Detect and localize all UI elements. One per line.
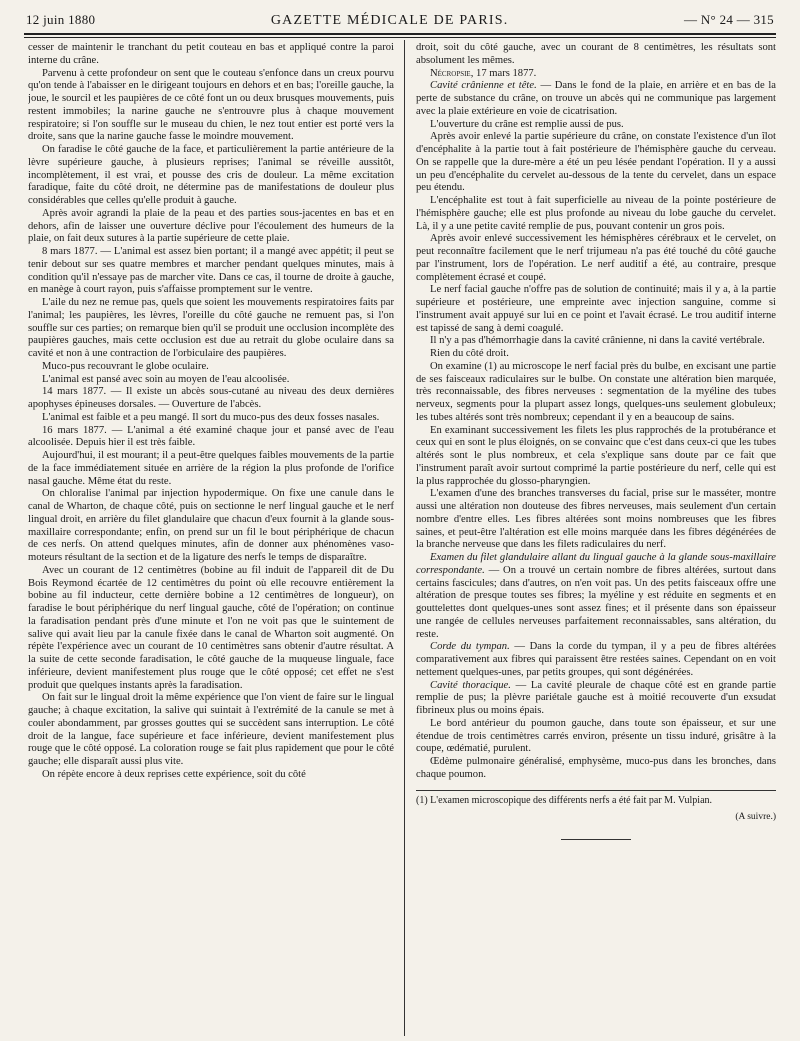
paragraph [416,335,776,348]
paragraph-text: — On a trouvé un certain nombre de fibres altérées, surtout dans certains fascicules; dans d'autres, on n'en voit pas. Un des petits faisceaux offre une altération de presque toutes ses fibres; la myéline y est réduite en segments et en gouttelettes dont quelques-unes sont assez fines; et il présente dans son épaisseur une rangée de cellules nerveuses parfaitement reconnaissables, sans altération, du reste. [416,564,776,640]
paragraph [416,42,776,68]
paragraph-text: On fait sur le lingual droit la même expérience que l'on vient de faire sur le lingual gauche; à chaque excitation, la salive qui suintait à l'extrémité de la canule se met à couler abondamment, par grosses gouttes qui se succèdent sans interruption. Le côté droit de la langue, face supérieure et face inférieure, devient manifestement plus rouge que le côté opposé. La coloration rouge se fait plus rapidement que pour le côté gauche; elle disparaît aussi plus vite. [28,692,394,767]
paragraph [416,425,776,489]
right-column [416,42,776,1032]
paragraph [416,641,776,679]
column-divider [404,40,405,1036]
paragraph-text: — Dans le fond de la plaie, en arrière et en bas de la perte de substance du crâne, on trouve un abcès qui ne communique pas largement avec la plaie extérieure en voie de cicatrisation. [416,80,776,117]
paragraph [416,195,776,233]
paragraph-text: 16 mars 1877. — L'animal a été examiné chaque jour et pansé avec de l'eau alcoolisée. Depuis hier il est très faible. [28,424,394,449]
paragraph-text: L'animal est faible et a peu mangé. Il sort du muco-pus des deux fosses nasales. [42,411,380,423]
right-column-text [416,42,776,782]
paragraph [28,769,394,782]
paragraph [416,756,776,782]
end-rule [561,839,631,840]
paragraph-text: , 17 mars 1877. [470,67,537,79]
paragraph [416,680,776,718]
paragraph [28,425,394,451]
paragraph-text: L'aile du nez ne remue pas, quels que soient les mouvements respiratoires faits par l'animal; les paupières, les lèvres, l'oreille du côté gauche ne remuent pas, si l'on souffle sur ces parties; on remarque bien qu'il se produit une occlusion incomplète des paupières gauches, mais cette occlusion est due au retrait du globe oculaire dans sa cavité et non à une contraction de l'orbiculaire des paupières. [28,297,394,359]
paragraph-text: On répète encore à deux reprises cette expérience, soit du côté [42,768,306,780]
paragraph-text: Parvenu à cette profondeur on sent que le couteau s'enfonce dans un creux pourvu qu'on tende à l'abaisser en le dirigeant toujours en dehors et en bas; l'oreille gauche, la joue, le sourcil et les paupières de ce côté font un ou deux brusques mouvements, puis restent immobiles; la narine gauche ne s'entrouvre plus à chaque mouvement respiratoire; si l'on souffle sur le museau du chien, le nez tout entier est porté vers la droite, sans que la narine gauche fasse le moindre mouvement. [28,67,394,143]
to-be-continued: (A suivre.) [735,811,776,822]
paragraph-text: 8 mars 1877. — L'animal est assez bien portant; il a mangé avec appétit; il peut se tenir debout sur ses quatre membres et marcher pendant quelques minutes, mais à condition qu'il n'essaye pas de marcher vite. Dans ce cas, il tourne de droite à gauche, en manège à court rayon, puis s'affaisse promptement sur le ventre. [28,246,394,296]
paragraph [28,361,394,374]
paragraph-text: On examine (1) au microscope le nerf facial près du bulbe, en excisant une partie de ses faisceaux radiculaires sur le bulbe. On constate une altération bien marquée, très reconnaissable, des fibres nerveuses : segmentation de la myéline des tubes nerveux, segments pour la plupart assez longs, quelques-uns seulement globuleux; les tubes altérés sont très nombreux; cependant il y en a beaucoup de sains. [416,360,776,423]
paragraph [28,565,394,693]
header-rule-thin [24,37,776,38]
paragraph-text: En examinant successivement les filets les plus rapprochés de la protubérance et ceux qui en sont le plus éloignés, on se convainc que c'est dans ceux-ci que les tubes altérés sont le plus nombreux, et cela s'explique sans doute par ce fait que l'instrument paraît avoir surtout comprimé la partie postérieure du nerf, celle qui est la plus rapprochée du glosso-pharyngien. [416,424,776,487]
paragraph [28,412,394,425]
paragraph-text: Avec un courant de 12 centimètres (bobine au fil induit de l'appareil dit de Du Bois Reymond écartée de 12 centimètres du point où elle recouvre entièrement la bobine au fil inducteur, cette dernière bobine a 12 centimètres de longueur), on faradise le bout périphérique du nerf lingual gauche, côté de l'opération; on continue la faradisation pendant près d'une minute et l'on ne voit pas que le suintement de salive qui avait lieu par la canule fixée dans le canal de Wharton soit augmenté. On répète l'expérience avec un courant de 10 centimètres sans obtenir d'autre résultat. A la suite de cette seconde faradisation, le côté gauche de la muqueuse linguale, face inférieure, devient manifestement plus rouge que le côté opposé; cet effet ne s'est produit que quelques instants après la faradisation. [28,564,394,691]
paragraph [28,488,394,565]
paragraph-text: Œdème pulmonaire généralisé, emphysème, muco-pus dans les bronches, dans chaque poumon. [416,756,776,780]
running-header [26,12,774,30]
paragraph-text: On chloralise l'animal par injection hypodermique. On fixe une canule dans le canal de Wharton, de chaque côté, puis on sectionne le nerf lingual gauche et le nerf lingual droit, en arrière du filet glandulaire que chacun d'eux fournit à la glande sous-maxillaire correspondante; enfin, on prend sur un fil le bout périphérique de chacun de ces nerfs. On attend quelques minutes, afin de donner aux phénomènes vaso-moteurs résultant de la section et de la ligature des nerfs le temps de disparaître. [28,488,394,563]
paragraph [416,284,776,335]
paragraph-text: L'encéphalite est tout à fait superficielle au niveau de la pointe postérieure de l'hémisphère gauche; elle est plus profonde au niveau du lobe gauche du cervelet. Là, il y a une petite cavité remplie de pus, pouvant contenir un gros pois. [416,195,776,232]
paragraph-text: L'animal est pansé avec soin au moyen de l'eau alcoolisée. [42,373,290,385]
paragraph [28,42,394,68]
paragraph [28,246,394,297]
paragraph [416,119,776,132]
paragraph [416,718,776,756]
italic-heading: Corde du tympan. [430,641,510,653]
section-heading: Nécropsie [430,67,471,79]
paragraph [416,233,776,284]
paragraph-text: Il n'y a pas d'hémorrhagie dans la cavité crânienne, ni dans la cavité vertébrale. [430,335,765,347]
paragraph-text: Rien du côté droit. [430,348,509,359]
paragraph-text: Le bord antérieur du poumon gauche, dans toute son épaisseur, et sur une étendue de trois centimètres carrés environ, présente un tissu induré, grisâtre à la coupe, œdématié, purulent. [416,717,776,755]
italic-heading: Examen du filet glandulaire allant du lingual gauche à la glande sous-maxillaire correspondante. [416,552,776,576]
paragraph-text: 14 mars 1877. — Il existe un abcès sous-cutané au niveau des deux dernières apophyses épineuses dorsales. — Ouverture de l'abcès. [28,386,394,410]
italic-heading: Cavité crânienne et tête. [430,80,537,92]
paragraph [28,374,394,387]
paragraph [28,386,394,412]
paragraph [416,488,776,552]
paragraph-text: — La cavité pleurale de chaque côté est en grande partie remplie de pus; la plèvre pariétale gauche est à moitié recouverte d'un exsudat fibrineux plus ou moins épais. [416,679,776,716]
footnote-rule [416,790,776,791]
paragraph [28,450,394,488]
paragraph-text: Après avoir agrandi la plaie de la peau et des parties sous-jacentes en bas et en dehors, afin de laisser une ouverture déclive pour l'écoulement des humeurs de la plaie, on fait deux sutures à la partie supérieure de cette plaie. [28,207,394,245]
paragraph [416,361,776,425]
left-column [28,42,394,1032]
journal-title: GAZETTE MÉDICALE DE PARIS. [270,13,509,28]
paragraph-text: — Dans la corde du tympan, il y a peu de fibres altérées comparativement aux fibres qui paraissent être restées saines. Cependant on en voit nettement quelques-unes, par petits groupes, qui sont dégénérées. [416,641,776,678]
paragraph [416,131,776,195]
paragraph-text: L'examen d'une des branches transverses du facial, prise sur le masséter, montre aussi une altération non douteuse des fibres nerveuses, mais seulement d'un certain nombre d'entre elles. Les fibres altérées sont moins nombreuses que les fibres saines, et peut-être l'altération est elle moins marquée dans les fibres dégénérées de la branche nerveuse que dans les filets radiculaires du nerf. [416,488,776,551]
paragraph-text: Le nerf facial gauche n'offre pas de solution de continuité; mais il y a, à la partie supérieure et postérieure, une empreinte avec injection sanguine, comme si l'instrument avait appuyé sur lui en ce point et l'avait écrasé. Le trou auditif interne est tapissé de sang à demi coagulé. [416,284,776,334]
paragraph-text: Après avoir enlevé la partie supérieure du crâne, on constate l'existence d'un îlot d'encéphalite à la partie tout à fait postérieure de l'hémisphère gauche du cerveau. On se rappelle que la dure-mère a été un peu lésée pendant l'opération. Il y a aussi un peu d'encéphalite du cervelet au-dessous de la tente du cervelet, dans un espace peu étendu. [416,131,776,194]
header-rule [24,33,776,35]
paragraph [28,208,394,246]
paragraph-text: On faradise le côté gauche de la face, et particulièrement la partie antérieure de la lèvre supérieure gauche, à plusieurs reprises; l'animal se réveille aussitôt, incomplètement, il est vrai, et pousse des cris de douleur. La même excitation faradique, faite du côté droit, ne détermine pas de manifestations de douleur plus considérables que celles qu'elle produit à gauche. [28,144,394,206]
paragraph [416,552,776,641]
italic-heading: Cavité thoracique. [430,679,511,691]
paragraph-text: L'ouverture du crâne est remplie aussi de pus. [430,118,624,130]
paragraph-text: Après avoir enlevé successivement les hémisphères cérébraux et le cervelet, on peut reconnaître facilement que le nerf trijumeau n'a pas été touché du côté gauche par l'instrument, lors de l'opération. Le nerf auditif a été, au contraire, presque complètement écrasé et coupé. [416,233,776,283]
paragraph-text: cesser de maintenir le tranchant du petit couteau en bas et appliqué contre la paroi interne du crâne. [28,42,394,66]
paragraph [416,68,776,81]
paragraph [28,297,394,361]
page-number: — N° 24 — 315 [684,12,774,27]
paragraph-text: droit, soit du côté gauche, avec un courant de 8 centimètres, les résultats sont absolument les mêmes. [416,42,776,66]
paragraph-text: Muco-pus recouvrant le globe oculaire. [42,360,209,372]
footnote: (1) L'examen microscopique des différents nerfs a été fait par M. Vulpian. [416,794,713,806]
header-date: 12 juin 1880 [26,12,96,27]
paragraph [28,692,394,769]
paragraph-text: Aujourd'hui, il est mourant; il a peut-être quelques faibles mouvements de la partie de la face immédiatement située en arrière de la région la plus profonde de l'orifice nasal gauche. Même état du reste. [28,450,394,487]
paragraph [28,68,394,145]
paragraph [416,80,776,118]
paragraph [28,144,394,208]
paragraph [416,348,776,361]
